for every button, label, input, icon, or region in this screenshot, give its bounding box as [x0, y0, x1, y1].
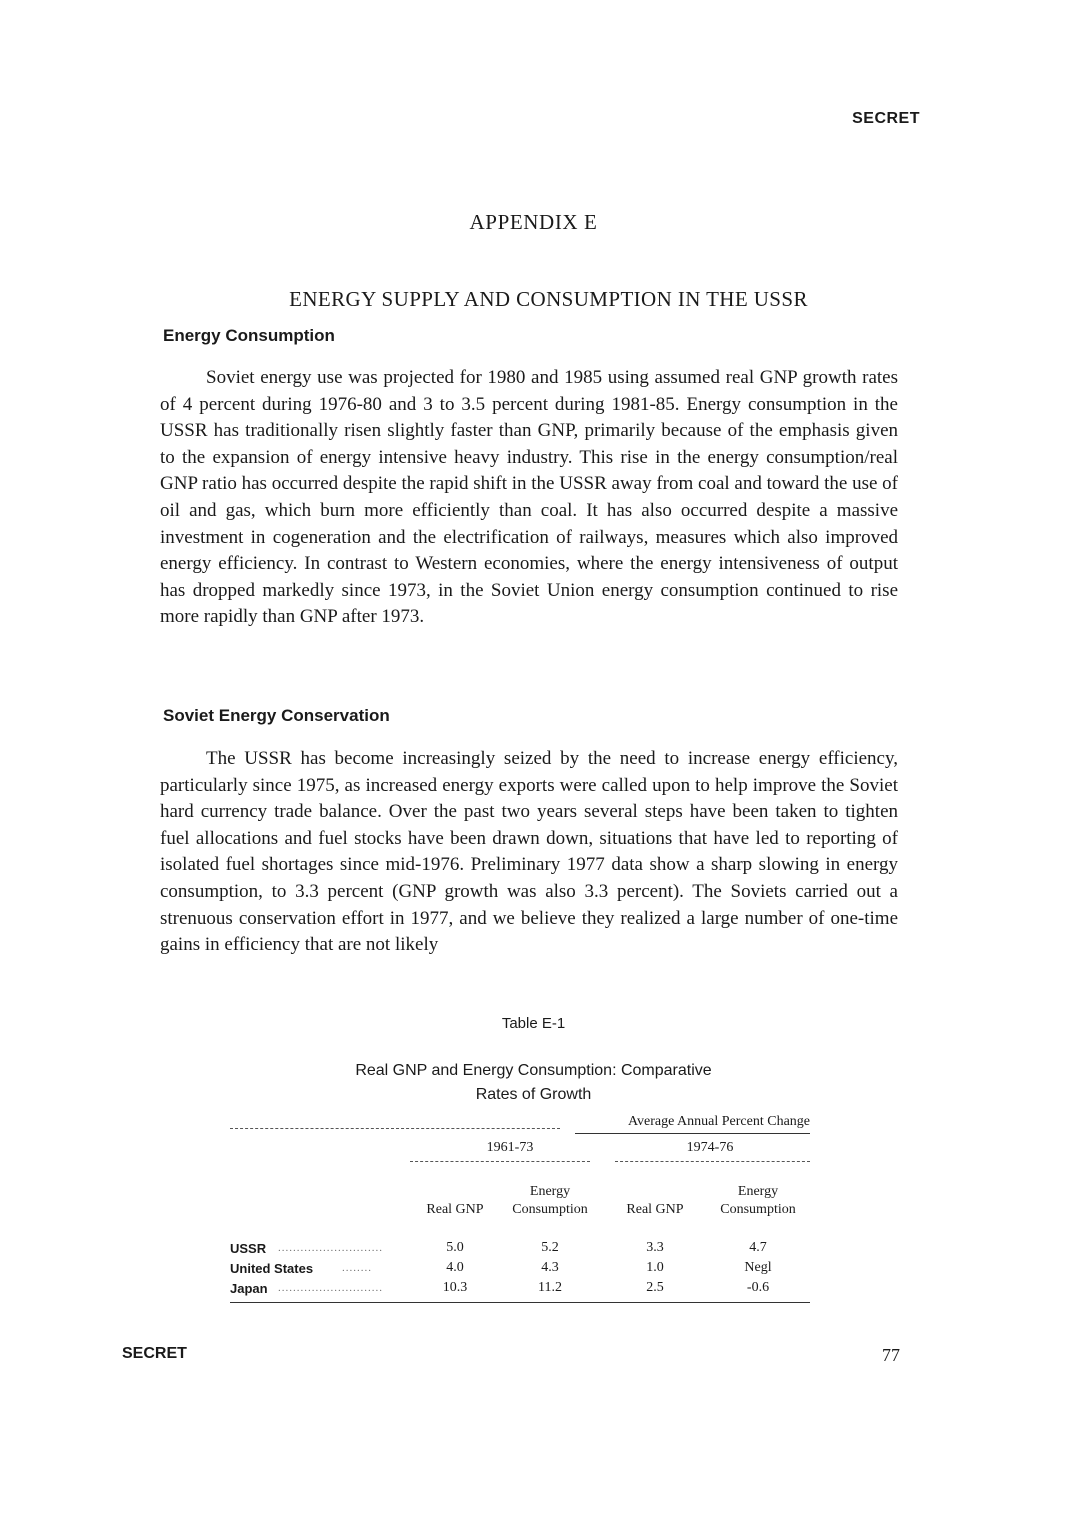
header-classification: SECRET: [852, 110, 920, 127]
col-header-4-line1: Energy: [737, 1184, 779, 1199]
unit-header: Average Annual Percent Change: [627, 1114, 810, 1129]
table-title-line-2: Rates of Growth: [475, 1086, 592, 1103]
page-number: 77: [882, 1345, 900, 1365]
table-bottom-rule: [230, 1302, 810, 1303]
col-header-2-line2: Consumption: [512, 1202, 588, 1217]
cell-value: 4.7: [749, 1240, 767, 1255]
leader-dots: ............................: [278, 1242, 383, 1254]
document-title: ENERGY SUPPLY AND CONSUMPTION IN THE USSR: [289, 287, 808, 311]
table-title: [0, 1059, 1067, 1107]
cell-value: -0.6: [746, 1280, 770, 1295]
col-header-1-line2: Real GNP: [426, 1202, 484, 1217]
period-header-1961-73: 1961-73: [486, 1140, 534, 1155]
col-header-4-line2: Consumption: [720, 1202, 796, 1217]
cell-value: Negl: [744, 1260, 772, 1275]
table-top-rule: [230, 1128, 560, 1129]
cell-value: 11.2: [538, 1280, 562, 1295]
period-rule-1: [410, 1161, 590, 1162]
leader-dots: ........: [342, 1262, 372, 1274]
footer-classification: SECRET: [122, 1345, 187, 1362]
col-header-3-line2: Real GNP: [626, 1202, 684, 1217]
leader-dots: ............................: [278, 1282, 383, 1294]
cell-value: 5.0: [446, 1240, 464, 1255]
row-label-japan: Japan: [230, 1281, 268, 1296]
table-title-line-1: Real GNP and Energy Consumption: Comparative: [355, 1062, 712, 1079]
cell-value: 3.3: [646, 1240, 664, 1255]
period-rule-2: [615, 1161, 810, 1162]
section-heading-energy-consumption: Energy Consumption: [163, 326, 335, 345]
row-label-ussr: USSR: [230, 1241, 267, 1256]
period-header-1974-76: 1974-76: [686, 1140, 734, 1155]
unit-header-rule: [575, 1133, 810, 1134]
row-label-united-states: United States: [230, 1261, 314, 1276]
col-header-2-line1: Energy: [529, 1184, 571, 1199]
section-paragraph-energy-consumption: Soviet energy use was projected for 1980 and 1985 using assumed real GNP growth rates of 4 percent during 1976-80 and 3 to 3.5 percent during 1981-85. Energy consumption in the USSR has traditionally risen slightly faster than GNP, primarily because of the emphasis given to the expansion of energy intensive heavy industry. This rise in the energy consumption/real GNP ratio has occurred despite the rapid shift in the USSR away from coal and toward the use of oil and gas, which burn more efficiently than coal. It has also occurred despite a massive investment in cogeneration and the electrification of railways, measures which also improved energy efficiency. In contrast to Western economies, where the energy intensiveness of output has dropped markedly since 1973, in the Soviet Union energy consumption continued to rise more rapidly than GNP after 1973.: [160, 367, 898, 628]
cell-value: 1.0: [646, 1260, 664, 1275]
cell-value: 4.3: [541, 1260, 559, 1275]
cell-value: 5.2: [541, 1240, 559, 1255]
cell-value: 4.0: [446, 1260, 464, 1275]
cell-value: 2.5: [646, 1280, 664, 1295]
section-heading-energy-conservation: Soviet Energy Conservation: [163, 706, 390, 725]
section-paragraph-energy-conservation: The USSR has become increasingly seized by the need to increase energy efficiency, particularly since 1975, as increased energy exports were called upon to help improve the Soviet hard currency trade balance. Over the past two years several steps have been taken to tighten fuel allocations and fuel stocks have been drawn down, situations that have led to reporting of isolated fuel shortages since mid-1976. Preliminary 1977 data show a sharp slowing in energy consumption, to 3.3 percent (GNP growth was also 3.3 percent). The Soviets carried out a strenuous conservation effort in 1977, and we believe they realized a large number of one-time gains in efficiency that are not likely: [160, 748, 898, 956]
appendix-label: APPENDIX E: [469, 210, 598, 234]
cell-value: 10.3: [442, 1280, 468, 1295]
table-label: Table E-1: [501, 1015, 566, 1032]
